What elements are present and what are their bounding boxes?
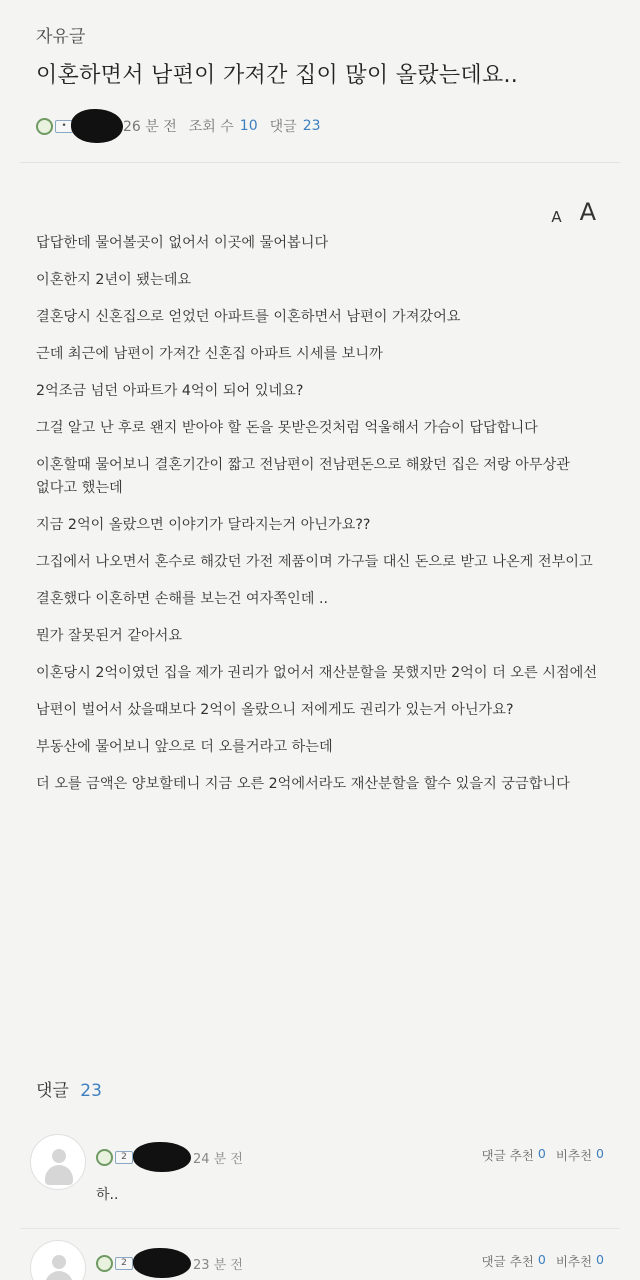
comments-count[interactable]: 23 [302,118,321,134]
comment-actions [482,1146,610,1164]
comments-label[interactable]: 댓글 [269,119,297,135]
body-paragraph: 더 오를 금액은 양보할테니 지금 오른 2억에서라도 재산분할을 할수 있을지 궁금합니다 [36,776,570,792]
views-label: 조회 수 [188,119,234,135]
comments-header-label: 댓글 [36,1081,69,1101]
comment-meta [96,1142,243,1172]
commenter-level-badge [96,1254,133,1272]
post-time: 26 분 전 [123,119,177,135]
level-tag-icon: • [55,120,73,133]
comment-meta [96,1248,243,1278]
comments-header [36,1076,102,1101]
body-paragraph: 그집에서 나오면서 혼수로 해갔던 가전 제품이며 가구들 대신 돈으로 받고 나온게 전부이고 [36,554,593,570]
level-tag-icon: 2 [115,1257,133,1270]
body-paragraph: 이혼당시 2억이였던 집을 제가 권리가 없어서 재산분할을 못했지만 2억이 더 오른 시점에선 [36,665,598,681]
comment-actions [482,1252,610,1270]
avatar-body-icon [45,1165,73,1185]
body-paragraph: 이혼할때 물어보니 결혼기간이 짧고 전남편이 전남편돈으로 해왔던 집은 저랑 아무상관 없다고 했는데 [36,457,570,496]
comment-divider [20,1228,620,1229]
comment-item [30,1240,610,1280]
body-paragraph: 남편이 벌어서 샀을때보다 2억이 올랐으니 저에게도 권리가 있는거 아닌가요? [36,702,514,718]
level-circle-icon [36,118,53,135]
body-paragraph: 지금 2억이 올랐으면 이야기가 달라지는거 아닌가요?? [36,517,371,533]
post-title: 이혼하면서 남편이 가져간 집이 많이 올랐는데요.. [36,63,519,88]
header-divider [20,162,620,163]
author-level-badge [36,117,73,135]
body-paragraph: 이혼한지 2년이 됐는데요 [36,272,192,288]
comment-item [30,1134,610,1204]
reply-button[interactable]: 댓글 [481,1148,506,1163]
redacted-author-name [71,109,123,143]
dislike-count: 0 [596,1146,604,1161]
font-size-control [551,198,596,226]
body-paragraph: 근데 최근에 남편이 가져간 신혼집 아파트 시세를 보니까 [36,346,383,362]
body-paragraph: 결혼당시 신혼집으로 얻었던 아파트를 이혼하면서 남편이 가져갔어요 [36,309,461,325]
post-meta [36,112,321,140]
level-tag-icon: 2 [115,1151,133,1164]
avatar[interactable] [30,1240,86,1280]
body-paragraph: 결혼했다 이혼하면 손해를 보는건 여자쪽인데 .. [36,591,328,607]
comments-header-count: 23 [80,1081,102,1101]
like-button[interactable]: 추천 [509,1148,534,1163]
post-body [36,232,608,810]
reply-button[interactable]: 댓글 [481,1254,506,1269]
redacted-commenter-name [133,1248,191,1278]
avatar-body-icon [45,1271,73,1280]
font-increase-button[interactable]: A [579,198,596,226]
comment-text: 하.. [96,1187,119,1203]
dislike-count: 0 [596,1252,604,1267]
body-paragraph: 그걸 알고 난 후로 왠지 받아야 할 돈을 못받은것처럼 억울해서 가슴이 답답합니다 [36,420,538,436]
comment-time: 24 분 전 [193,1151,243,1167]
body-paragraph: 답답한데 물어볼곳이 없어서 이곳에 물어봅니다 [36,235,329,251]
like-count: 0 [537,1252,546,1267]
avatar-head-icon [52,1149,66,1163]
font-decrease-button[interactable]: A [551,208,562,226]
views-count: 10 [239,118,258,134]
redacted-commenter-name [133,1142,191,1172]
like-count: 0 [537,1146,546,1161]
body-paragraph: 2억조금 넘던 아파트가 4억이 되어 있네요? [36,383,304,399]
body-paragraph: 뭔가 잘못된거 같아서요 [36,628,183,644]
avatar-head-icon [52,1255,66,1269]
commenter-level-badge [96,1148,133,1166]
board-name[interactable]: 자유글 [36,27,86,47]
dislike-button[interactable]: 비추천 [555,1254,593,1269]
body-paragraph: 부동산에 물어보니 앞으로 더 오를거라고 하는데 [36,739,333,755]
dislike-button[interactable]: 비추천 [555,1148,593,1163]
level-circle-icon [96,1149,113,1166]
level-circle-icon [96,1255,113,1272]
comment-time: 23 분 전 [193,1257,243,1273]
like-button[interactable]: 추천 [509,1254,534,1269]
avatar[interactable] [30,1134,86,1190]
